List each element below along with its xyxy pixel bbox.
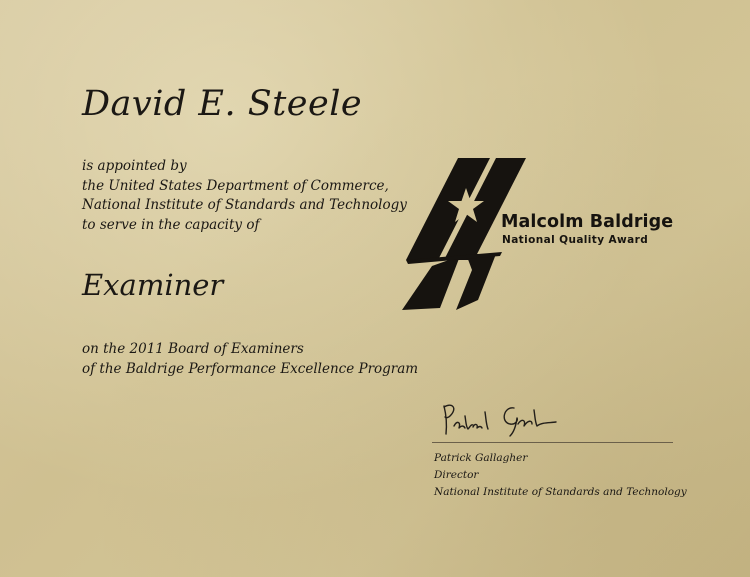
signatory-title: Director: [434, 469, 479, 481]
program-line: on the 2011 Board of Examiners: [82, 341, 304, 357]
logo-title: Malcolm Baldrige: [501, 212, 674, 232]
appointment-text: [82, 157, 407, 235]
signature-line: [432, 442, 673, 443]
signatory-block: [434, 450, 687, 501]
baldrige-star-ribbon-icon: [396, 152, 696, 314]
program-text: [82, 339, 418, 379]
signatory-organization: National Institute of Standards and Technology: [434, 486, 687, 498]
recipient-name: David E. Steele: [82, 84, 363, 124]
program-line: of the Baldrige Performance Excellence Program: [82, 361, 419, 377]
role-title: Examiner: [82, 268, 224, 302]
appointment-line: National Institute of Standards and Technology: [82, 197, 407, 213]
signatory-name: Patrick Gallagher: [434, 452, 528, 464]
appointment-line: the United States Department of Commerce,: [82, 177, 389, 194]
logo-subtitle: National Quality Award: [502, 234, 649, 246]
handwritten-signature: [438, 398, 558, 440]
appointment-line: is appointed by: [82, 158, 187, 174]
appointment-line: to serve in the capacity of: [82, 216, 260, 233]
